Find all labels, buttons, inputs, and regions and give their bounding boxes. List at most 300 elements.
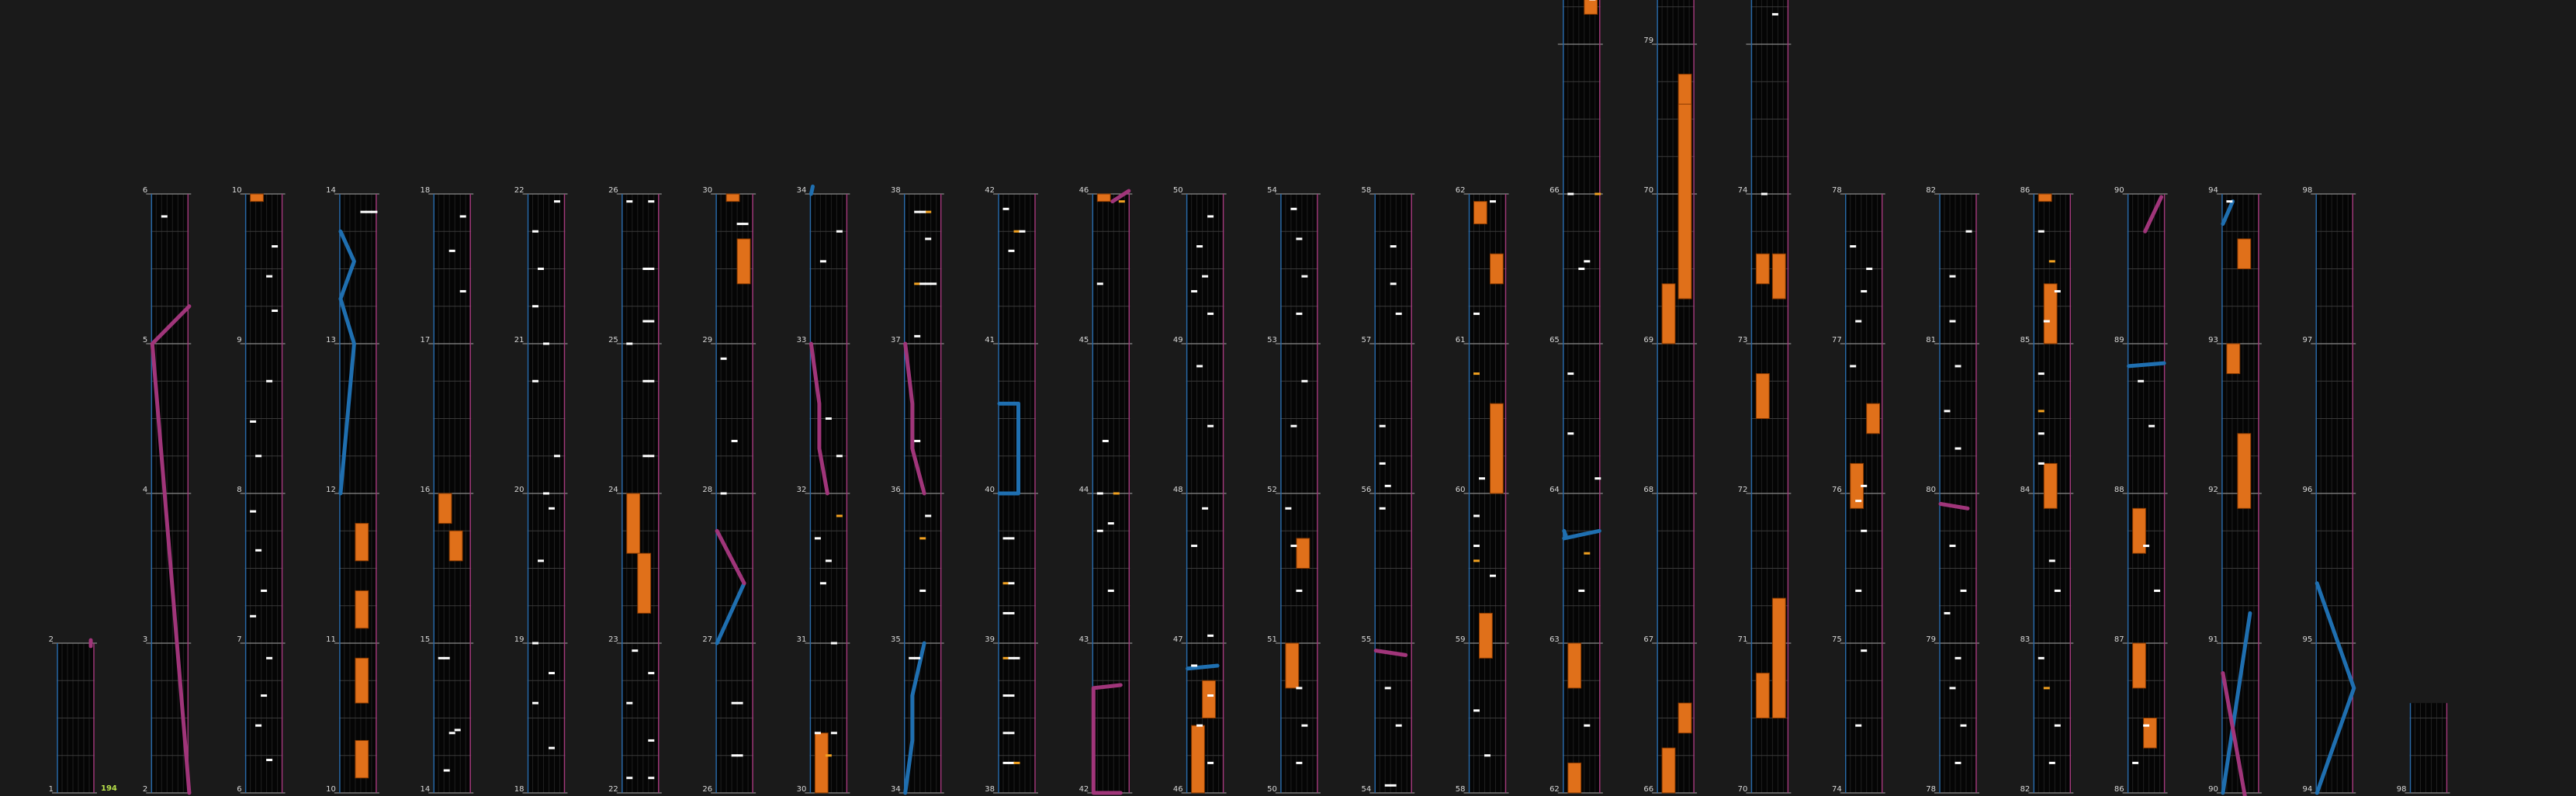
measure-column-c23: [2114, 186, 2168, 794]
measure-number: 73: [1737, 336, 1748, 344]
tap-note: [836, 455, 843, 457]
tap-note: [1296, 313, 1302, 315]
tap-note: [266, 657, 272, 659]
measure-number: 7: [237, 635, 242, 644]
measure-number: 78: [1831, 186, 1842, 195]
tap-note: [532, 230, 538, 233]
measure-number: 89: [2114, 336, 2124, 344]
tap-note: [914, 440, 920, 442]
tap-note: [1380, 425, 1386, 427]
tap-note: [648, 268, 654, 270]
measure-number: 74: [1737, 186, 1748, 195]
measure-number: 38: [890, 186, 901, 195]
tap-note: [2049, 559, 2055, 562]
measure-number: 88: [2114, 486, 2124, 494]
tap-note: [626, 702, 632, 704]
measure-column-c22: [2020, 186, 2074, 794]
measure-column-c7: [608, 186, 662, 794]
tap-note: [255, 549, 261, 552]
hold-note: [251, 194, 264, 202]
measure-number: 13: [326, 336, 336, 344]
measure-number: 51: [1267, 635, 1277, 644]
tap-note: [914, 335, 920, 337]
tap-note: [1014, 657, 1020, 659]
tap-note: [1014, 230, 1020, 233]
tap-note: [2049, 762, 2055, 764]
measure-column-c21: [1926, 186, 1979, 794]
tap-note: [438, 657, 445, 659]
measure-number: 71: [1737, 635, 1748, 644]
measure-number: 39: [985, 635, 995, 644]
tap-note: [737, 754, 743, 756]
tap-note: [925, 211, 931, 213]
measure-number: 27: [702, 635, 713, 644]
tap-note: [826, 754, 832, 756]
measure-number: 21: [514, 336, 525, 344]
tap-note: [820, 260, 826, 262]
measure-number: 68: [1643, 486, 1654, 494]
tap-note: [1594, 477, 1601, 479]
tap-note: [1950, 545, 1956, 547]
tap-note: [815, 537, 821, 539]
measure-number: 22: [514, 186, 525, 195]
tap-note: [1009, 250, 1015, 252]
tap-note: [1301, 275, 1307, 278]
measure-column-c11: [985, 186, 1038, 794]
tap-note: [1191, 290, 1197, 292]
tap-note: [2044, 687, 2050, 689]
tap-note: [632, 649, 638, 652]
tap-note: [1955, 365, 1961, 367]
tap-note: [1950, 687, 1956, 689]
tap-note: [1003, 657, 1009, 659]
measure-number: 92: [2208, 486, 2218, 494]
tap-note: [919, 211, 926, 213]
tap-note: [1866, 268, 1872, 270]
tap-note: [1003, 732, 1009, 734]
hold-note: [449, 531, 462, 561]
tap-note: [266, 380, 272, 382]
tap-note: [815, 732, 821, 734]
measure-number: 58: [1361, 186, 1372, 195]
hold-note: [1662, 284, 1675, 344]
measure-number: 28: [702, 486, 713, 494]
measure-number: 30: [796, 785, 807, 794]
tap-note: [1207, 215, 1214, 217]
hold-note: [355, 740, 369, 777]
measure-number: 38: [985, 785, 995, 794]
hold-note: [815, 733, 828, 793]
measure-number: 3: [142, 635, 148, 644]
hold-note: [1678, 703, 1691, 733]
tap-note: [554, 455, 560, 457]
measure-number: 50: [1267, 785, 1277, 794]
measure-number: 86: [2114, 785, 2124, 794]
measure-number: 79: [1926, 635, 1936, 644]
measure-number: 54: [1361, 785, 1372, 794]
tap-note: [1850, 245, 1856, 247]
measure-number: 2: [142, 785, 148, 794]
hold-note: [1772, 598, 1785, 718]
tap-note: [1003, 582, 1009, 584]
measure-number: 74: [1831, 785, 1842, 794]
measure-number: 9: [237, 336, 242, 344]
tap-note: [737, 223, 743, 225]
measure-number: 93: [2208, 336, 2218, 344]
measure-number: 50: [1172, 186, 1183, 195]
hold-note: [1662, 748, 1675, 793]
tap-note: [1584, 552, 1590, 555]
tap-note: [1009, 732, 1015, 734]
hold-note: [1568, 763, 1581, 793]
measure-number: 10: [326, 785, 336, 794]
tap-note: [554, 200, 560, 202]
measure-number: 67: [1643, 635, 1654, 644]
measure-number: 60: [1455, 486, 1466, 494]
tap-note: [549, 747, 555, 749]
hold-note: [2133, 643, 2146, 688]
measure-column-c2: [143, 186, 191, 794]
measure-number: 78: [1926, 785, 1936, 794]
tap-note: [444, 770, 450, 772]
measure-number: 97: [2302, 336, 2313, 344]
measure-number: 24: [608, 486, 618, 494]
measure-number: 52: [1267, 486, 1277, 494]
measure-number: 66: [1549, 186, 1560, 195]
tap-note: [919, 537, 926, 539]
hold-note: [355, 524, 369, 561]
tap-note: [2055, 290, 2061, 292]
tap-note: [648, 200, 654, 202]
measure-number: 14: [326, 186, 336, 195]
tap-note: [1207, 313, 1214, 315]
tap-note: [648, 672, 654, 674]
hold-note: [737, 239, 750, 284]
tap-note: [1191, 664, 1197, 666]
tap-note: [1202, 507, 1208, 510]
measure-number: 86: [2020, 186, 2031, 195]
tap-note: [1385, 485, 1391, 487]
measure-number: 56: [1361, 486, 1372, 494]
tap-note: [919, 590, 926, 592]
tap-note: [826, 559, 832, 562]
tap-note: [1761, 193, 1768, 196]
tap-note: [1855, 590, 1861, 592]
measure-number: 59: [1455, 635, 1466, 644]
tap-note: [1207, 694, 1214, 697]
tap-note: [1207, 635, 1214, 637]
tap-note: [1296, 687, 1302, 689]
tap-note: [250, 510, 256, 513]
hold-note: [2238, 239, 2251, 269]
tap-note: [1961, 590, 1967, 592]
tap-note: [1191, 545, 1197, 547]
tap-note: [272, 310, 278, 312]
hold-note: [638, 553, 651, 613]
tap-note: [1390, 784, 1397, 787]
tap-note: [2038, 432, 2045, 434]
slide-path-blue: [1564, 531, 1566, 535]
measure-column-c6: [514, 186, 568, 794]
tap-note: [1285, 507, 1291, 510]
tap-note: [538, 268, 544, 270]
tap-note: [2143, 725, 2149, 727]
tap-note: [925, 237, 931, 240]
measure-column-c1: [49, 635, 97, 794]
measure-number: 98: [2302, 186, 2313, 195]
tap-note: [648, 380, 654, 382]
hold-note: [1584, 0, 1598, 14]
tap-note: [2038, 657, 2045, 659]
tap-note: [930, 282, 937, 285]
tap-note: [820, 582, 826, 584]
tap-note: [549, 507, 555, 510]
measure-number: 80: [1926, 486, 1936, 494]
measure-column-c16: [1456, 186, 1509, 794]
tap-note: [1944, 410, 1951, 412]
tap-note: [543, 493, 549, 495]
hold-note: [1867, 403, 1880, 434]
hold-note: [1491, 403, 1504, 493]
measure-number: 32: [796, 486, 807, 494]
hold-note: [1474, 202, 1487, 224]
tap-note: [1009, 612, 1015, 614]
tap-note: [1473, 545, 1480, 547]
measure-number: 40: [985, 486, 995, 494]
measure-number: 90: [2208, 785, 2218, 794]
measure-number: 45: [1079, 336, 1089, 344]
measure-number: 94: [2208, 186, 2218, 195]
tap-note: [836, 230, 843, 233]
measure-number: 91: [2208, 635, 2218, 644]
tap-note: [1097, 493, 1103, 495]
tap-note: [642, 455, 649, 457]
tap-note: [1861, 485, 1867, 487]
tap-note: [836, 514, 843, 517]
tap-note: [642, 380, 649, 382]
measure-number: 57: [1361, 336, 1372, 344]
measure-number: 48: [1172, 486, 1183, 494]
measure-number: 85: [2020, 336, 2031, 344]
measure-column-c25: [2302, 186, 2356, 794]
tap-note: [365, 211, 372, 213]
measure-number: 87: [2114, 635, 2124, 644]
tap-note: [1955, 657, 1961, 659]
hold-note: [1297, 538, 1310, 569]
hold-note: [726, 194, 739, 202]
tap-note: [1207, 762, 1214, 764]
measure-number: 16: [420, 486, 431, 494]
tap-note: [1473, 709, 1480, 711]
hold-note: [1756, 673, 1769, 718]
tap-note: [1479, 477, 1485, 479]
measure-number: 62: [1455, 186, 1466, 195]
measure-number: 10: [231, 186, 242, 195]
tap-note: [161, 215, 168, 217]
measure-number: 30: [702, 186, 713, 195]
hold-note: [1756, 254, 1769, 284]
hold-note: [1756, 374, 1769, 419]
measure-column-c13: [1173, 186, 1227, 794]
tap-note: [2038, 410, 2045, 412]
tap-note: [1014, 762, 1020, 764]
measure-number: 61: [1455, 336, 1466, 344]
measure-number: 77: [1831, 336, 1842, 344]
measure-number: 72: [1737, 486, 1748, 494]
tap-note: [1202, 275, 1208, 278]
measure-number: 31: [796, 635, 807, 644]
slide-path-blue: [811, 186, 812, 194]
tap-note: [532, 305, 538, 307]
tap-note: [925, 514, 931, 517]
tap-note: [449, 250, 455, 252]
measure-number: 64: [1549, 486, 1560, 494]
measure-number: 46: [1172, 785, 1183, 794]
tap-note: [543, 343, 549, 345]
hold-note: [1491, 254, 1504, 284]
tap-note: [1003, 612, 1009, 614]
tap-note: [1473, 372, 1480, 375]
measure-number: 8: [237, 486, 242, 494]
measure-column-c19: [1738, 0, 1792, 794]
measure-number: 20: [514, 486, 525, 494]
tap-note: [1296, 237, 1302, 240]
measure-number: 29: [702, 336, 713, 344]
tap-note: [266, 275, 272, 278]
tap-note: [721, 493, 727, 495]
hold-note: [2144, 718, 2157, 749]
tap-note: [1196, 725, 1203, 727]
tap-note: [648, 455, 654, 457]
measure-column-c17: [1549, 0, 1603, 794]
tap-note: [1855, 725, 1861, 727]
hold-note: [2038, 194, 2051, 202]
tap-note: [1003, 208, 1009, 210]
hold-note: [1480, 613, 1493, 658]
tap-note: [1396, 725, 1402, 727]
tap-note: [1290, 545, 1297, 547]
tap-note: [1196, 245, 1203, 247]
tap-note: [1009, 657, 1015, 659]
measure-number: 58: [1455, 785, 1466, 794]
tap-note: [1290, 208, 1297, 210]
measure-number: 95: [2302, 635, 2313, 644]
tap-note: [2143, 545, 2149, 547]
measure-number: 54: [1267, 186, 1277, 195]
tap-note: [1473, 514, 1480, 517]
tap-note: [1484, 754, 1491, 756]
tap-note: [1944, 612, 1951, 614]
tap-note: [626, 777, 632, 779]
tap-note: [1567, 432, 1574, 434]
measure-column-c8: [702, 186, 756, 794]
measure-number: 42: [1079, 785, 1089, 794]
tap-note: [1955, 448, 1961, 450]
tap-note: [266, 759, 272, 761]
measure-number: 96: [2302, 486, 2313, 494]
tap-note: [1950, 320, 1956, 323]
tap-note: [914, 282, 920, 285]
hold-note: [438, 493, 452, 524]
tap-note: [626, 200, 632, 202]
measure-column-c3: [232, 186, 286, 794]
hold-note: [627, 493, 640, 553]
measure-number: 23: [608, 635, 618, 644]
measure-number: 55: [1361, 635, 1372, 644]
measure-number: 6: [237, 785, 242, 794]
tap-note: [737, 702, 743, 704]
measure-number: 22: [608, 785, 618, 794]
tap-note: [2055, 590, 2061, 592]
tap-note: [1490, 575, 1496, 577]
hold-note: [2044, 463, 2057, 508]
tap-note: [538, 559, 544, 562]
tap-note: [743, 223, 749, 225]
tap-note: [1855, 500, 1861, 502]
measure-number: 70: [1643, 186, 1654, 195]
measure-number: 12: [326, 486, 336, 494]
tap-note: [1966, 230, 1972, 233]
measure-number: 94: [2302, 785, 2313, 794]
measure-number: 6: [142, 186, 148, 195]
tap-note: [2038, 372, 2045, 375]
tap-note: [831, 732, 837, 734]
measure-number: 35: [890, 635, 901, 644]
hold-note: [2227, 344, 2240, 374]
tap-note: [460, 290, 466, 292]
tap-note: [1003, 537, 1009, 539]
tap-note: [532, 642, 538, 645]
tap-note: [2038, 230, 2045, 233]
tap-note: [642, 320, 649, 323]
measure-column-c14: [1267, 186, 1321, 794]
tap-note: [1296, 762, 1302, 764]
tap-note: [532, 702, 538, 704]
tap-note: [1584, 725, 1590, 727]
measure-column-c20: [1832, 186, 1885, 794]
tap-note: [1861, 290, 1867, 292]
measure-number: 83: [2020, 635, 2031, 644]
tap-note: [1772, 13, 1778, 16]
measure-number: 11: [326, 635, 336, 644]
combo-counter: 194: [101, 784, 117, 793]
tap-note: [1584, 260, 1590, 262]
tap-note: [2154, 590, 2160, 592]
measure-number: 36: [890, 486, 901, 494]
hold-note: [1203, 680, 1216, 718]
measure-number: 84: [2020, 486, 2031, 494]
measure-column-c5: [420, 186, 473, 794]
hold-note: [2238, 434, 2251, 509]
tap-note: [1855, 320, 1861, 323]
tap-note: [648, 739, 654, 742]
measure-number: 4: [142, 486, 148, 494]
tap-note: [648, 777, 654, 779]
tap-note: [2038, 462, 2045, 465]
tap-note: [1390, 245, 1397, 247]
tap-note: [1861, 530, 1867, 532]
measure-number: 66: [1643, 785, 1654, 794]
measure-number: 76: [1831, 486, 1842, 494]
tap-note: [250, 615, 256, 618]
measure-number: 82: [2020, 785, 2031, 794]
tap-note: [1385, 687, 1391, 689]
tap-note: [2132, 762, 2138, 764]
tap-note: [831, 642, 837, 645]
measure-column-c18: [1643, 0, 1697, 794]
tap-note: [1850, 365, 1856, 367]
tap-note: [1473, 559, 1480, 562]
